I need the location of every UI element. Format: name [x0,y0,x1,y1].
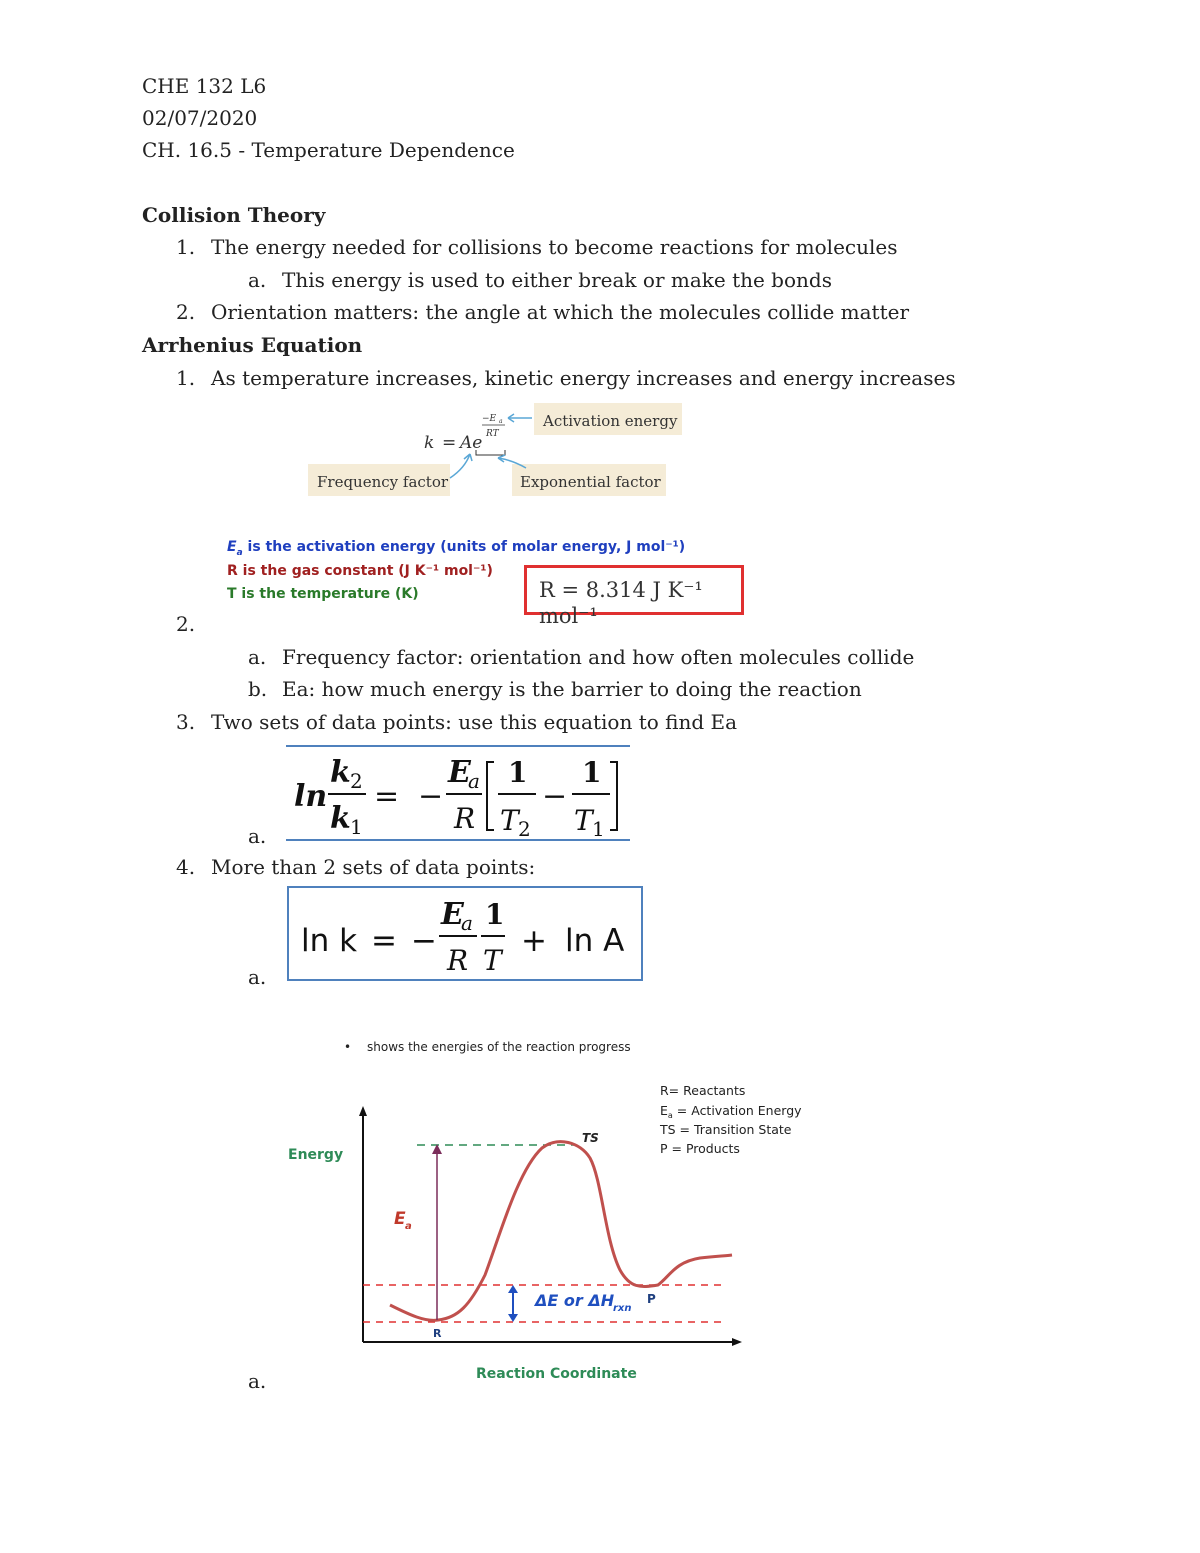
eq-ae: Ae [460,433,483,453]
list-letter: a. [248,268,267,292]
eq-exp-num: −E [482,414,497,424]
linear-equation-svg [289,888,641,979]
eq-minus: − [418,779,444,814]
course-title: CHE 132 L6 [142,74,267,98]
arrhenius-item-2a: Frequency factor: orientation and how often molecules collide [282,645,915,669]
arrhenius-item-3: Two sets of data points: use this equation to find Ea [211,710,738,734]
list-number: 2. [176,300,196,324]
energy-diagram-svg [280,1030,820,1390]
ea-definition-text: is the activation energy (units of molar energy, J mol⁻¹) [242,539,686,555]
eq-t1-sub: 1 [592,817,605,841]
ea-label-sub: a [405,1221,412,1232]
exponential-label: Exponential factor [520,473,661,491]
y-axis-arrowhead [359,1106,367,1116]
products-label: P [647,1292,656,1306]
eq-one-b: 1 [582,756,602,789]
collision-heading: Collision Theory [142,203,326,227]
list-letter: b. [248,677,268,701]
arrhenius-heading: Arrhenius Equation [142,333,363,357]
list-letter: a. [248,965,267,989]
eq-k2-sub: 2 [350,769,363,793]
list-number: 1. [176,366,196,390]
collision-item-1: The energy needed for collisions to become reactions for molecules [211,235,898,259]
legend-reactants: R= Reactants [660,1083,746,1098]
arrhenius-figure [300,398,700,503]
list-number: 3. [176,710,196,734]
arrow-frequency [450,454,470,478]
y-axis-label: Energy [288,1147,344,1163]
eq-k: k [424,433,435,453]
list-number: 4. [176,855,196,879]
ts-label: TS [582,1131,599,1145]
eq-lin-lna: ln A [565,923,625,959]
ea-definition [227,538,685,562]
eq-ea: E [448,755,471,790]
eq-t2: T [500,804,519,837]
eq-lin-equals: = [371,923,397,959]
legend-ea [660,1103,802,1120]
arrhenius-figure-svg [300,398,700,503]
reactants-label: R [433,1327,442,1340]
legend-ea-symbol: E [660,1103,668,1118]
eq-k1: k [330,801,351,836]
eq-exp-sub: a [499,418,503,425]
delta-arrowhead-up [508,1285,518,1293]
eq-lin-t: T [483,944,502,977]
collision-item-1a: This energy is used to either break or make the bonds [282,268,832,292]
x-axis-label: Reaction Coordinate [476,1366,637,1382]
list-number: 1. [176,235,196,259]
energy-diagram [280,1030,820,1390]
list-letter: a. [248,645,267,669]
eq-one-a: 1 [508,756,528,789]
legend-products: P = Products [660,1141,740,1156]
list-number: 2. [176,612,196,636]
eq-ln: ln [294,779,328,814]
eq-lin-one: 1 [485,898,505,931]
ea-subscript: a [236,547,243,558]
diagram-caption: shows the energies of the reaction progress [367,1040,631,1054]
legend-ea-text: = Activation Energy [672,1103,802,1118]
eq-k1-sub: 1 [350,815,363,839]
eq-lin-minus: − [411,923,437,959]
eq-r: R [454,802,476,835]
list-letter: a. [248,824,267,848]
activation-label: Activation energy [543,412,678,430]
x-axis-arrowhead [732,1338,742,1346]
two-point-equation-svg [284,744,632,842]
caption-bullet: • [344,1040,352,1054]
lecture-date: 02/07/2020 [142,106,258,130]
ea-symbol: E [227,539,237,555]
eq-k2: k [330,755,351,790]
eq-equals: = [374,779,400,814]
eq-ea-sub: a [468,769,480,793]
linear-equation [287,886,643,981]
eq-lin-ea-sub: a [461,911,473,935]
chapter-title: CH. 16.5 - Temperature Dependence [142,138,515,162]
eq-minus-2: − [542,779,568,814]
eq-left-bracket [487,762,494,830]
list-letter: a. [248,1369,267,1393]
frequency-label: Frequency factor [317,473,449,491]
eq-lin-ea: E [441,897,464,932]
legend-ea-subscript: a [667,1111,673,1120]
legend-ts: TS = Transition State [660,1122,792,1137]
eq-exp-den: RT [486,429,499,439]
eq-lin-plus: + [521,923,547,959]
r-value: R = 8.314 J K⁻¹ mol⁻¹ [539,578,703,628]
eq-t1: T [574,804,593,837]
eq-right-bracket [610,762,617,830]
r-definition: R is the gas constant (J K⁻¹ mol⁻¹) [227,563,493,579]
arrhenius-item-2b: Ea: how much energy is the barrier to doing the reaction [282,677,862,701]
eq-lin-r: R [447,944,469,977]
delta-arrowhead-down [508,1314,518,1322]
collision-item-2: Orientation matters: the angle at which the molecules collide matter [211,300,909,324]
two-point-equation [284,744,632,842]
r-value-box [524,565,744,628]
arrhenius-item-1: As temperature increases, kinetic energy increases and energy increases [211,366,956,390]
eq-t2-sub: 2 [518,817,531,841]
arrhenius-item-4: More than 2 sets of data points: [211,855,536,879]
delta-label: ΔE or ΔH [535,1291,615,1310]
t-definition: T is the temperature (K) [227,586,419,602]
ea-label: E [394,1209,406,1229]
eq-equals: = [442,433,457,453]
delta-label-sub: rxn [613,1303,632,1314]
eq-lnk: ln k [301,923,358,959]
